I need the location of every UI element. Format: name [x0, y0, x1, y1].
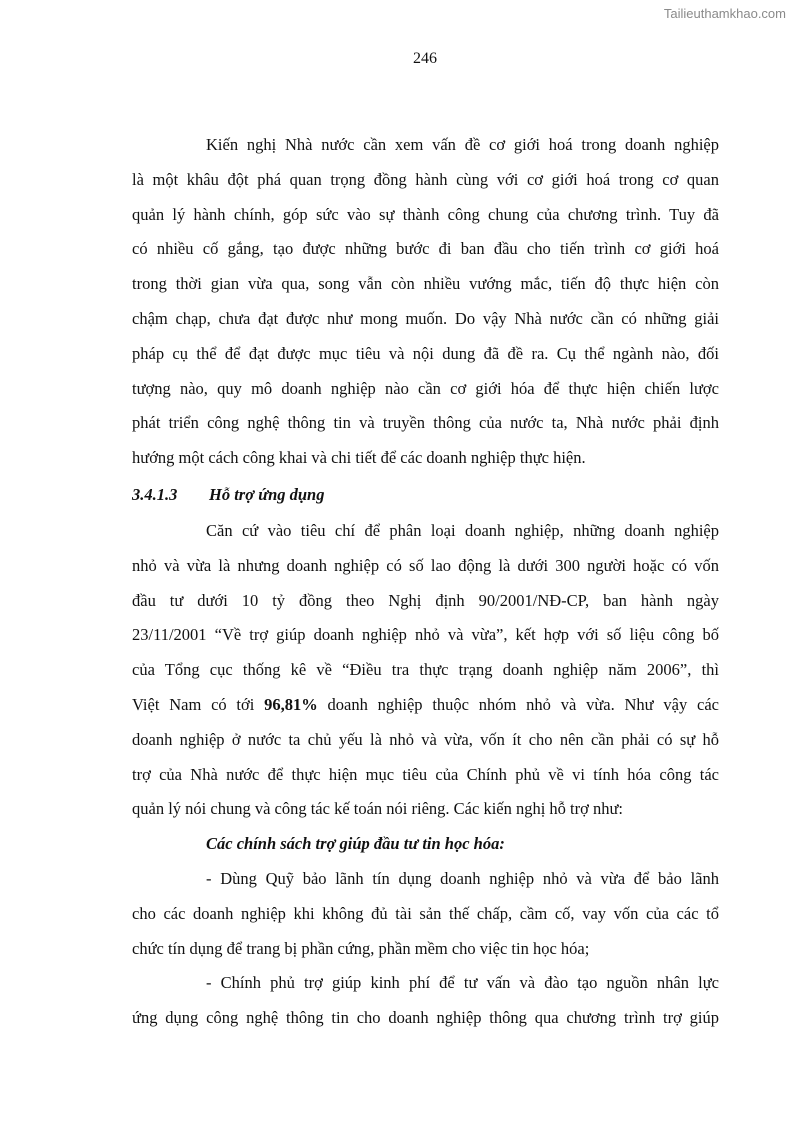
text-line: quản lý nói chung và công tác kế toán nói riêng. Các kiến nghị hỗ trợ như: — [132, 799, 624, 819]
text-line: ứng dụng công nghệ thông tin cho doanh nghiệp thông qua chương trình trợ giúp — [132, 1008, 719, 1028]
percentage-figure: 96,81% — [264, 694, 318, 714]
section-heading — [132, 476, 719, 514]
section-title: Hỗ trợ ứng dụng — [209, 484, 325, 504]
text-line: doanh nghiệp ở nước ta chủ yếu là nhỏ và vừa, vốn ít cho nên cần phải có sự hỗ — [132, 729, 719, 749]
text-line: là một khâu đột phá quan trọng đồng hành cùng với cơ giới hoá trong cơ quan — [132, 169, 719, 189]
watermark: Tailieuthamkhao.com — [663, 6, 786, 21]
bullet-1 — [132, 862, 719, 966]
text-line: trong thời gian vừa qua, song vẫn còn nhiều vướng mắc, tiến độ thực hiện còn — [132, 274, 719, 294]
text-line: chậm chạp, chưa đạt được như mong muốn. Do vậy Nhà nước cần có những giải — [132, 308, 719, 328]
text-line: 23/11/2001 “Về trợ giúp doanh nghiệp nhỏ và vừa”, kết hợp với số liệu công bố — [132, 625, 719, 645]
text-line — [132, 688, 719, 723]
text-line: trợ của Nhà nước để thực hiện mục tiêu của Chính phủ về vi tính hóa công tác — [132, 764, 719, 784]
text-run: doanh nghiệp thuộc nhóm nhỏ và vừa. Như vậy các — [317, 694, 719, 714]
text-line: - Chính phủ trợ giúp kinh phí để tư vấn và đào tạo nguồn nhân lực — [206, 973, 719, 993]
paragraph-1 — [132, 128, 719, 476]
document-body — [132, 128, 719, 1036]
text-line: hướng một cách công khai và chi tiết để các doanh nghiệp thực hiện. — [132, 448, 586, 468]
text-line: phát triển công nghệ thông tin và truyền thông của nước ta, Nhà nước phải định — [132, 413, 719, 433]
section-number: 3.4.1.3 — [132, 484, 178, 504]
text-line: cho các doanh nghiệp khi không đủ tài sản thế chấp, cầm cố, vay vốn của các tổ — [132, 903, 719, 923]
text-line: - Dùng Quỹ bảo lãnh tín dụng doanh nghiệp nhỏ và vừa để bảo lãnh — [206, 868, 719, 888]
text-line: Kiến nghị Nhà nước cần xem vấn đề cơ giới hoá trong doanh nghiệp — [206, 135, 719, 154]
text-line: của Tổng cục thống kê về “Điều tra thực trạng doanh nghiệp năm 2006”, thì — [132, 660, 719, 680]
text-line: Căn cứ vào tiêu chí để phân loại doanh nghiệp, những doanh nghiệp — [206, 520, 719, 540]
page-number: 246 — [413, 50, 437, 67]
text-line: nhỏ và vừa là nhưng doanh nghiệp có số lao động là dưới 300 người hoặc có vốn — [132, 555, 719, 575]
text-line: tượng nào, quy mô doanh nghiệp nào cần cơ giới hóa để thực hiện chiến lược — [132, 378, 719, 398]
bullet-2 — [132, 966, 719, 1036]
text-line: pháp cụ thể để đạt được mục tiêu và nội dung đã đề ra. Cụ thể ngành nào, đối — [132, 343, 719, 363]
text-run: Việt Nam có tới — [132, 694, 265, 714]
subheading: Các chính sách trợ giúp đầu tư tin học hóa: — [206, 834, 505, 854]
text-line: có nhiều cố gắng, tạo được những bước đi ban đầu cho tiến trình cơ giới hoá — [132, 239, 719, 259]
text-line: đầu tư dưới 10 tỷ đồng theo Nghị định 90/2001/NĐ-CP, ban hành ngày — [132, 590, 719, 610]
paragraph-2 — [132, 514, 719, 827]
text-line: chức tín dụng để trang bị phần cứng, phần mềm cho việc tin học hóa; — [132, 938, 590, 958]
text-line: quản lý hành chính, góp sức vào sự thành công chung của chương trình. Tuy đã — [132, 204, 719, 224]
